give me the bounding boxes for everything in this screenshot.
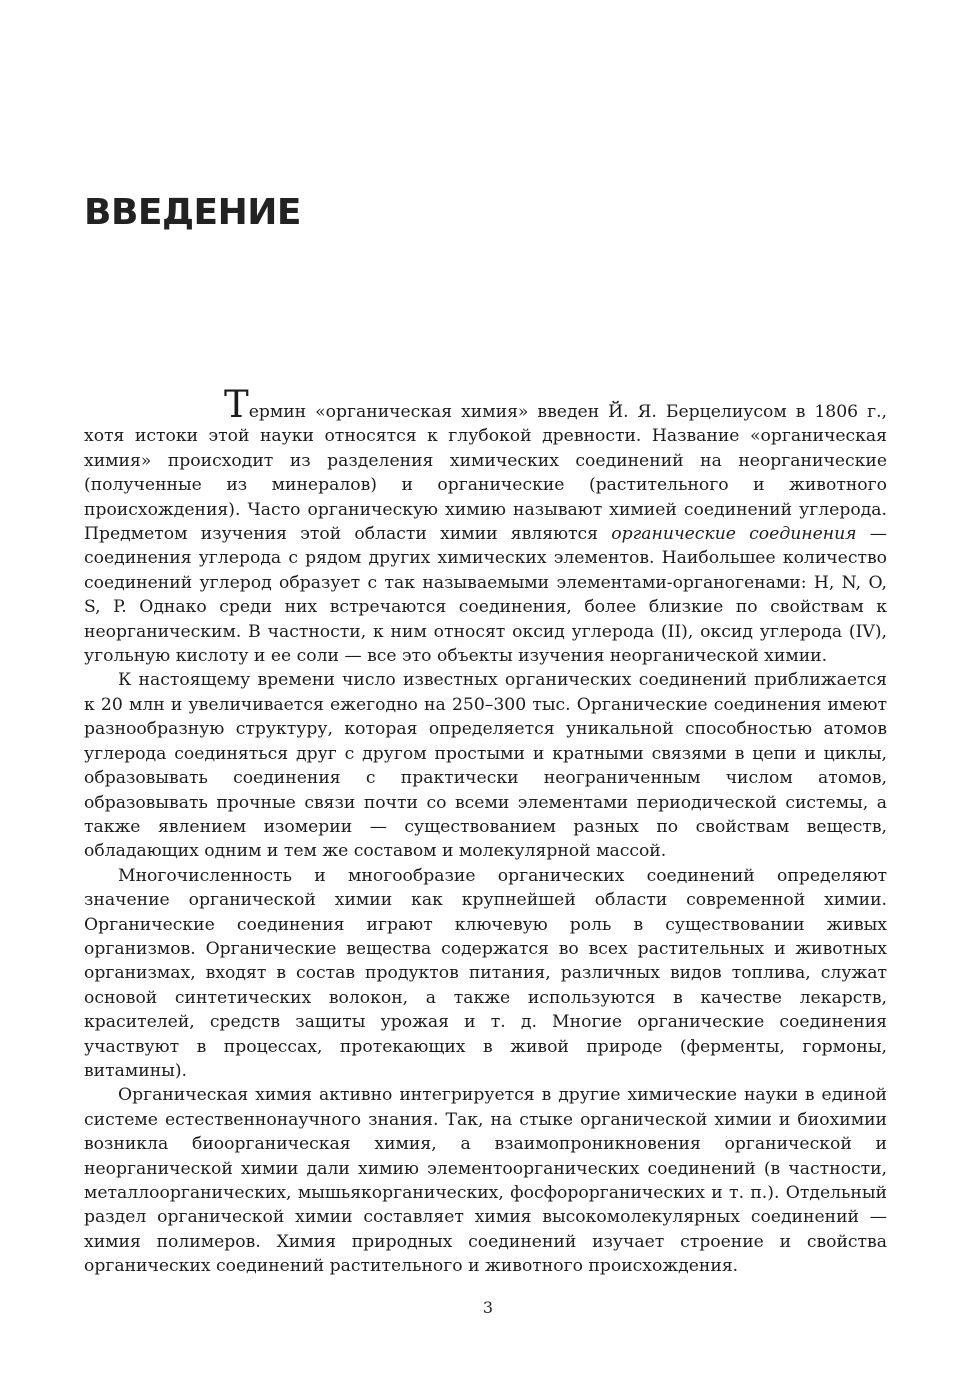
emphasized-term: органические соединения bbox=[611, 524, 857, 545]
body-text bbox=[84, 383, 887, 1279]
chapter-title: ВВЕДЕНИЕ bbox=[84, 192, 301, 233]
drop-initial: Т bbox=[224, 383, 249, 426]
paragraph-1-text-b: — соединения углерода с рядом других химических элементов. Наибольшее количество соединений углерод образует с так называемыми элементами-органогенами: H, N, O, S, P. Однако среди них встречаются соединения, более близкие по свойствам к неорганическим. В частности, к ним относят оксид углерода (II), оксид углерода (IV), угольную кислоту и ее соли — все это объекты изучения неорганической химии. bbox=[84, 524, 887, 667]
paragraph-3: Многочисленность и многообразие органических соединений определяют значение органической химии как крупнейшей области современной химии. Органические соединения играют ключевую роль в существовании живых организмов. Органические вещества содержатся во всех растительных и животных организмах, входят в состав продуктов питания, различных видов топлива, служат основой синтетических волокон, а также используются в качестве лекарств, красителей, средств защиты урожая и т. д. Многие органические соединения участвуют в процессах, протекающих в живой природе (ферменты, гормоны, витамины). bbox=[84, 865, 887, 1081]
paragraph-2: К настоящему времени число известных органических соединений приближается к 20 млн и увеличивается ежегодно на 250–300 тыс. Органические соединения имеют разнообразную структуру, которая определяется уникальной способностью атомов углерода соединяться друг с другом простыми и кратными связями в цепи и циклы, образовывать соединения с практически неограниченным числом атомов, образовывать прочные связи почти со всеми элементами периодической системы, а также явлением изомерии — существованием разных по свойствам веществ, обладающих одним и тем же составом и молекулярной массой. bbox=[84, 670, 887, 862]
paragraph-4: Органическая химия активно интегрируется в другие химические науки в единой системе естественнонаучного знания. Так, на стыке органической химии и биохимии возникла биоорганическая химия, а взаимопроникновения органической и неорганической химии дали химию элементоорганических соединений (в частности, металлоорганических, мышьякорганических, фосфорорганических и т. п.). Отдельный раздел органической химии составляет химия высокомолекулярных соединений — химия полимеров. Химия природных соединений изучает строение и свойства органических соединений растительного и животного происхождения. bbox=[84, 1085, 887, 1277]
paragraph-1-text-a: ермин «органическая химия» введен Й. Я. Берцелиусом в 1806 г., хотя истоки этой науки относятся к глубокой древности. Название «органическая химия» происходит из разделения химических соединений на неорганические (полученные из минералов) и органические (растительного и животного происхождения). Часто органическую химию называют химией соединений углерода. Предметом изучения этой области химии являются bbox=[84, 402, 887, 545]
page-number: 3 bbox=[482, 1298, 494, 1317]
paragraph-1 bbox=[84, 383, 887, 668]
